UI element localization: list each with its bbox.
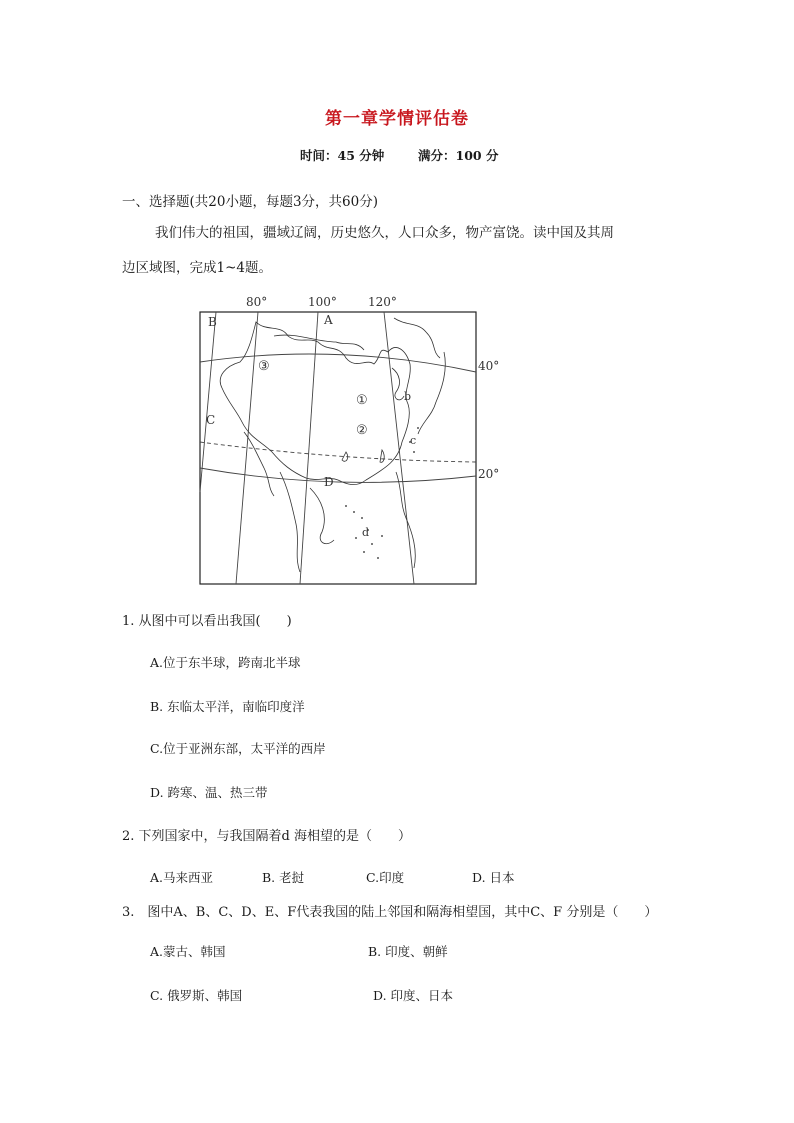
map-region-2: ② bbox=[356, 423, 368, 438]
exam-title: 第一章学情评估卷 bbox=[325, 109, 469, 129]
map-letter-a: A bbox=[324, 313, 333, 327]
question-3-option-a[interactable]: A.蒙古、韩国 bbox=[150, 944, 226, 959]
question-3-option-c[interactable]: C. 俄罗斯、韩国 bbox=[150, 988, 243, 1003]
map-letter-b-lower: b bbox=[404, 390, 412, 403]
question-1-option-b[interactable]: B. 东临太平洋，南临印度洋 bbox=[150, 699, 305, 714]
lat-label-40: 40° bbox=[478, 359, 500, 373]
intro-line-1: 我们伟大的祖国，疆域辽阔，历史悠久，人口众多，物产富饶。读中国及其周 bbox=[155, 225, 614, 241]
question-3-option-d[interactable]: D. 印度、日本 bbox=[373, 988, 454, 1003]
question-3-stem: 3. 图中A、B、C、D、E、F代表我国的陆上邻国和隔海相望国，其中C、F 分别是（ ） bbox=[122, 905, 658, 920]
question-1-option-d[interactable]: D. 跨寒、温、热三带 bbox=[150, 785, 268, 800]
map-letter-d-lower: d bbox=[362, 526, 370, 539]
map-letter-c-upper: C bbox=[206, 413, 216, 427]
map-frame bbox=[200, 312, 476, 584]
china-region-map bbox=[196, 292, 500, 592]
map-letter-c-lower: c bbox=[410, 434, 417, 447]
question-2-option-c[interactable]: C.印度 bbox=[366, 870, 405, 885]
exam-time: 时间：45 分钟 bbox=[300, 148, 385, 163]
question-2-stem: 2. 下列国家中，与我国隔着d 海相望的是（ ） bbox=[122, 829, 411, 844]
lat-label-20: 20° bbox=[478, 467, 500, 481]
lon-label-100: 100° bbox=[308, 295, 337, 309]
map-region-1: ① bbox=[356, 393, 368, 408]
lon-label-80: 80° bbox=[246, 295, 268, 309]
question-1-option-c[interactable]: C.位于亚洲东部，太平洋的西岸 bbox=[150, 741, 326, 756]
question-2-option-a[interactable]: A.马来西亚 bbox=[150, 870, 214, 885]
map-region-3: ③ bbox=[258, 359, 270, 374]
question-1-option-a[interactable]: A.位于东半球，跨南北半球 bbox=[150, 655, 301, 670]
intro-line-2: 边区域图，完成1~4题。 bbox=[122, 260, 272, 276]
map-letter-b-upper: B bbox=[208, 315, 217, 329]
question-2-option-b[interactable]: B. 老挝 bbox=[262, 870, 305, 885]
exam-score: 满分：100 分 bbox=[418, 148, 499, 163]
question-2-option-d[interactable]: D. 日本 bbox=[472, 870, 515, 885]
section-heading: 一、选择题(共20小题，每题3分，共60分) bbox=[122, 194, 378, 210]
map-letter-d-upper: D bbox=[324, 475, 334, 489]
question-1-stem: 1. 从图中可以看出我国( ) bbox=[122, 614, 292, 629]
question-3-option-b[interactable]: B. 印度、朝鲜 bbox=[368, 944, 448, 959]
lon-label-120: 120° bbox=[368, 295, 397, 309]
